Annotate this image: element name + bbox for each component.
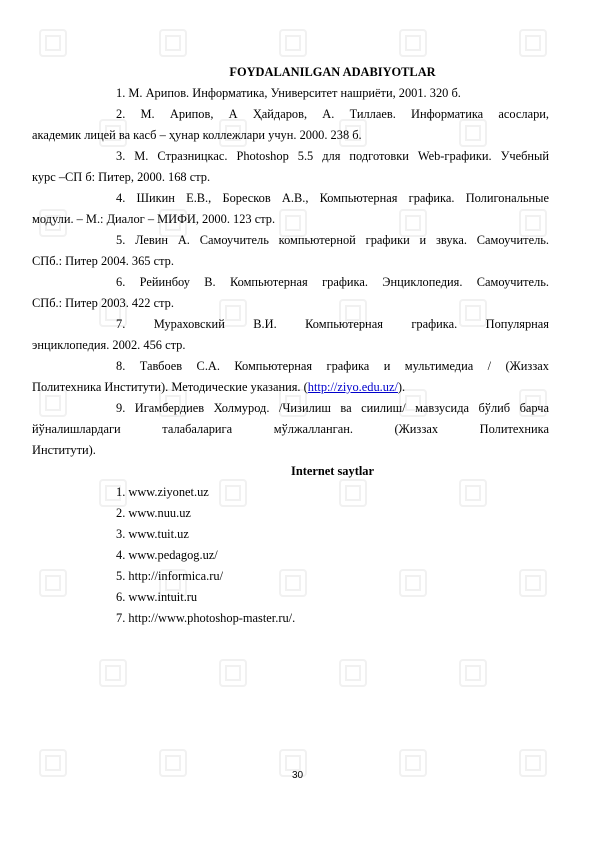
internet-site-item: 7. http://www.photoshop-master.ru/. [116, 611, 296, 625]
references-list [32, 83, 549, 356]
reference-9-line-2: йўналишлардаги талабаларига мўлжалланган. (Жиззах Политехника [32, 422, 549, 436]
ziyo-edu-link[interactable]: http://ziyo.edu.uz/ [307, 380, 398, 394]
reference-item-5 [32, 230, 549, 272]
reference-item-4 [32, 188, 549, 230]
reference-5-line-1: 5. Левин А. Самоучитель компьютерной графики и звука. Самоучитель. [116, 233, 549, 247]
reference-2-line-1: 2. М. Арипов, А Ҳайдаров, А. Тиллаев. Информатика асослари, [116, 107, 549, 121]
reference-item-9 [32, 398, 549, 461]
internet-site-item: 4. www.pedagog.uz/ [116, 548, 218, 562]
internet-sites-heading: Internet saytlar [291, 464, 374, 478]
references-heading: FOYDALANILGAN ADABIYOTLAR [229, 65, 436, 79]
page-number: 30 [291, 770, 304, 781]
internet-sites-list [116, 482, 549, 629]
references-section [32, 62, 549, 629]
reference-5-line-2: СПб.: Питер 2004. 365 стр. [32, 254, 174, 268]
reference-8-closing: ). [397, 380, 406, 394]
reference-item-8 [32, 356, 549, 398]
reference-4-line-2: модули. – М.: Диалог – МИФИ, 2000. 123 стр. [32, 212, 276, 226]
reference-7-line-1: 7. Мураховский В.И. Компьютерная графика. Популярная [116, 317, 549, 331]
reference-item-2 [32, 104, 549, 146]
reference-8-line-1: 8. Тавбоев С.А. Компьютерная графика и мультимедиа / (Жиззах [116, 359, 549, 373]
reference-8-line-2 [32, 377, 549, 398]
reference-item-1 [116, 83, 549, 104]
reference-2-line-2: академик лицей ва касб – ҳунар коллежлари учун. 2000. 238 б. [32, 128, 362, 142]
reference-4-line-1: 4. Шикин Е.В., Боресков А.В., Компьютерная графика. Полигональные [116, 191, 549, 205]
reference-1-line-1: 1. М. Арипов. Информатика, Университет нашриёти, 2001. 320 б. [116, 86, 461, 100]
reference-9-line-1: 9. Игамбердиев Холмурод. /Чизилиш ва сиилиш/ мавзусида бўлиб барча [116, 401, 549, 415]
reference-3-line-2: курс –СП б: Питер, 2000. 168 стр. [32, 170, 211, 184]
internet-site-item: 6. www.intuit.ru [116, 590, 198, 604]
reference-8-text: Политехника Институти). Методические указания. ( [32, 380, 308, 394]
reference-item-6 [32, 272, 549, 314]
reference-7-line-2: энциклопедия. 2002. 456 стр. [32, 338, 186, 352]
reference-item-7 [32, 314, 549, 356]
reference-item-3 [32, 146, 549, 188]
internet-site-item: 2. www.nuu.uz [116, 506, 191, 520]
internet-site-item: 1. www.ziyonet.uz [116, 485, 209, 499]
internet-site-item: 5. http://informica.ru/ [116, 569, 224, 583]
reference-3-line-1: 3. М. Стразницкас. Photoshop 5.5 для подготовки Web-графики. Учебный [116, 149, 549, 163]
reference-9-line-3: Институти). [32, 443, 96, 457]
internet-site-item: 3. www.tuit.uz [116, 527, 189, 541]
reference-6-line-2: СПб.: Питер 2003. 422 стр. [32, 296, 174, 310]
reference-6-line-1: 6. Рейинбоу В. Компьютерная графика. Энциклопедия. Самоучитель. [116, 275, 549, 289]
